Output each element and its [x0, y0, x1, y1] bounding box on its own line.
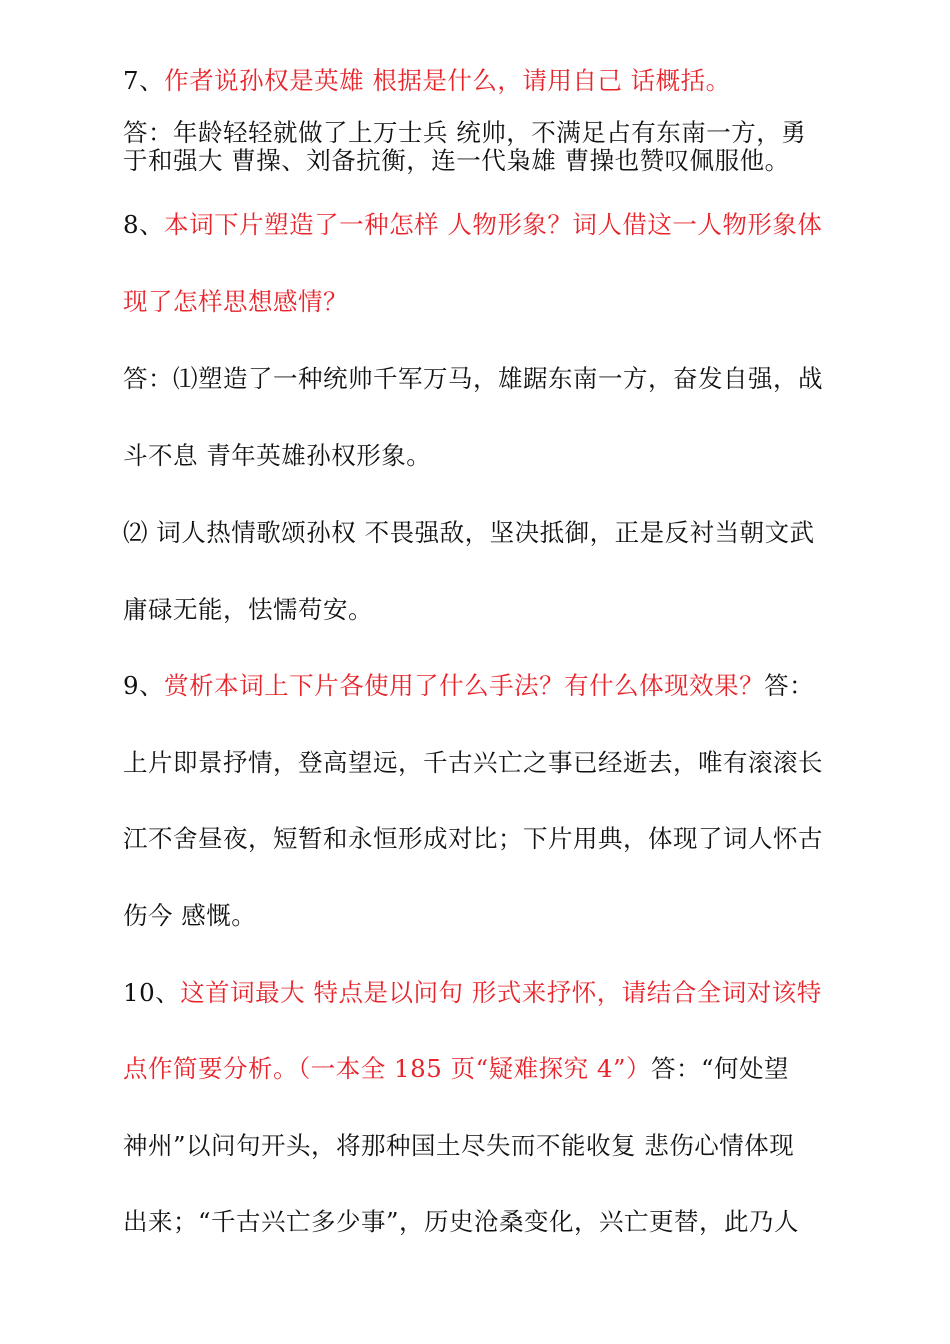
answer-line: ⑵ 词人热情歌颂孙权 不畏强敌，坚决抵御，正是反衬当朝文武: [123, 518, 815, 547]
answer-start: 答：“何处望: [651, 1054, 790, 1083]
answer-line: 答：年龄轻轻就做了上万士兵 统帅，不满足占有东南一方，勇: [123, 118, 807, 147]
answer-line: 出来；“千古兴亡多少事”，历史沧桑变化，兴亡更替，此乃人: [123, 1207, 800, 1236]
answer-line: 于和强大 曹操、刘备抗衡，连一代枭雄 曹操也赞叹佩服他。: [123, 146, 790, 175]
question-text: 赏析本词上下片各使用了什么手法？有什么体现效果？: [164, 671, 765, 700]
question-number: 7、: [123, 66, 165, 95]
question-7: [123, 66, 731, 96]
answer-line: 答：⑴塑造了一种统帅千军万马，雄踞东南一方，奋发自强，战: [123, 364, 823, 393]
question-text: 点作简要分析。（一本全 185 页“疑难探究 4”）: [123, 1054, 652, 1083]
question-text: 本词下片塑造了一种怎样 人物形象？词人借这一人物形象体: [164, 210, 823, 239]
answer-line: 庸碌无能，怯懦苟安。: [123, 595, 373, 624]
answer-line: 江不舍昼夜，短暂和永恒形成对比；下片用典，体现了词人怀古: [123, 824, 823, 853]
question-line: [123, 1054, 789, 1084]
question-number: 10、: [123, 978, 181, 1007]
question-8: [123, 210, 822, 240]
question-number: 9、: [123, 671, 165, 700]
question-number: 8、: [123, 210, 165, 239]
answer-line: 伤今 感慨。: [123, 901, 257, 930]
question-text: 这首词最大 特点是以问句 形式来抒怀，请结合全词对该特: [180, 978, 822, 1007]
answer-line: 上片即景抒情，登高望远，千古兴亡之事已经逝去，唯有滚滚长: [123, 748, 823, 777]
answer-line: 斗不息 青年英雄孙权形象。: [123, 441, 432, 470]
question-text: 作者说孙权是英雄 根据是什么，请用自己 话概括。: [164, 66, 731, 95]
answer-line: 神州”以问句开头，将那种国土尽失而不能收复 悲伤心情体现: [123, 1131, 795, 1160]
answer-label: 答：: [764, 671, 815, 700]
question-9: [123, 671, 814, 701]
question-line: 现了怎样思想感情？: [123, 287, 348, 316]
question-10: [123, 978, 822, 1008]
